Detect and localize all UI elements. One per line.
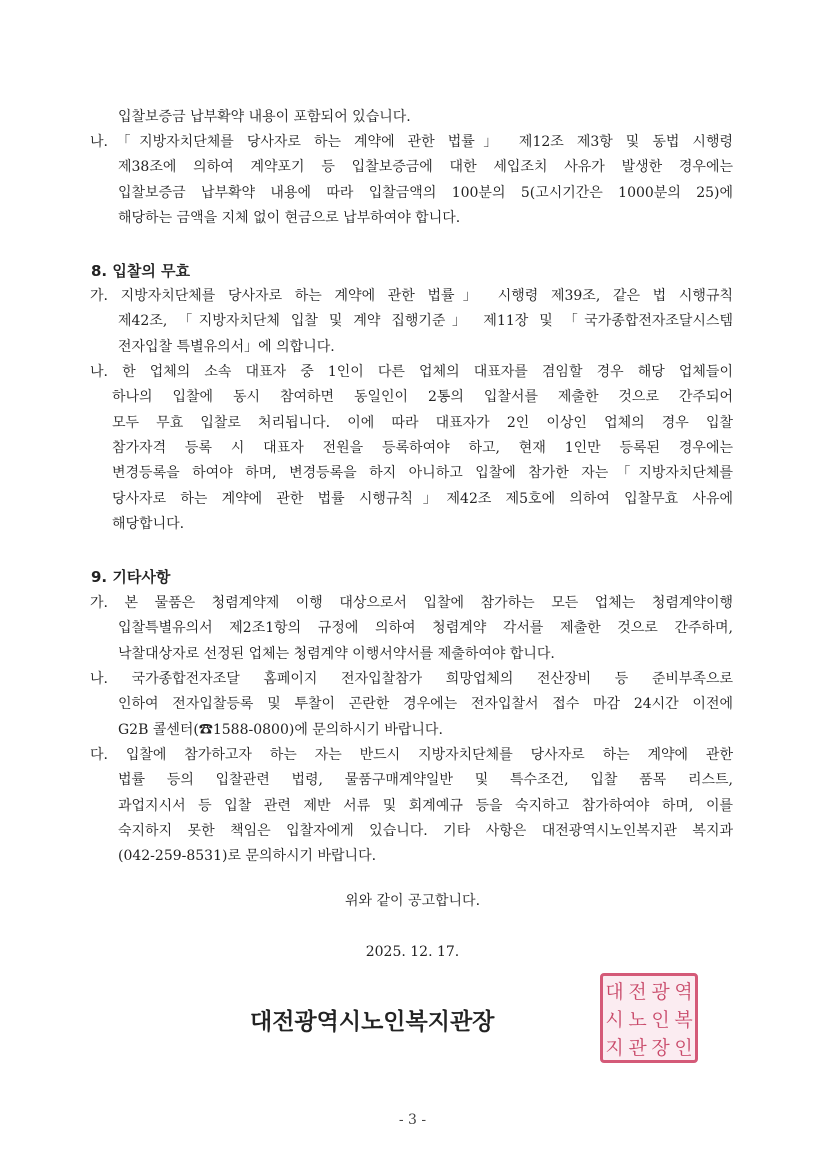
list-item-line: 인하여 전자입찰등록 및 투찰이 곤란한 경우에는 전자입찰서 접수 마감 24시간 이전에 <box>118 696 733 713</box>
organization-name: 대전광역시노인복지관장 <box>250 1009 495 1035</box>
list-item-line: 참가자격 등록 시 대표자 전원을 등록하여야 하고, 현재 1인만 등록된 경우에는 <box>112 439 733 456</box>
stamp-character: 역 <box>674 980 693 1003</box>
list-item-line: 다. 입찰에 참가하고자 하는 자는 반드시 지방자치단체를 당사자로 하는 계약에 관한 <box>90 747 733 763</box>
list-item-line: 나. 한 업체의 소속 대표자 중 1인이 다른 업체의 대표자를 겸임할 경우 해당 업체들이 <box>90 364 733 380</box>
date-text: 2025. 12. 17. <box>365 944 460 960</box>
list-item-line: 입찰특별유의서 제2조1항의 규정에 의하여 청렴계약 각서를 제출한 것으로 간주하며, <box>118 620 733 637</box>
stamp-character: 광 <box>651 980 670 1003</box>
page-number: - 3 - <box>398 1112 427 1128</box>
stamp-character: 관 <box>628 1036 647 1059</box>
list-item-line: 당사자로 하는 계약에 관한 법률 시행규칙」제42조 제5호에 의하여 입찰무효 사유에 <box>112 490 733 507</box>
section-9-heading: 9. 기타사항 <box>91 568 171 586</box>
stamp-character: 장 <box>651 1036 670 1059</box>
list-item-line: 전자입찰 특별유의서」에 의합니다. <box>118 338 335 355</box>
paragraph-line: 입찰보증금 납부확약 내용이 포함되어 있습니다. <box>118 109 411 125</box>
list-item-line: 나.「지방자치단체를 당사자로 하는 계약에 관한 법률」 제12조 제3항 및 동법 시행령 <box>90 134 733 150</box>
list-item-line: 변경등록을 하여야 하며, 변경등록을 하지 아니하고 입찰에 참가한 자는「지방자치단체를 <box>112 465 733 482</box>
section-8-heading: 8. 입찰의 무효 <box>91 262 191 280</box>
list-item-line: 입찰보증금 납부확약 내용에 따라 입찰금액의 100분의 5(고시기간은 1000분의 25)에 <box>118 184 733 201</box>
stamp-character: 복 <box>674 1008 693 1031</box>
list-item-line: (042-259-8531)로 문의하시기 바랍니다. <box>118 848 377 865</box>
stamp-character: 지 <box>605 1036 624 1059</box>
list-item-line: 제38조에 의하여 계약포기 등 입찰보증금에 대한 세입조치 사유가 발생한 경우에는 <box>118 159 734 176</box>
list-item-line: 나. 국가종합전자조달 홈페이지 전자입찰참가 희망업체의 전산장비 등 준비부족으로 <box>90 671 733 687</box>
list-item-line: 과업지시서 등 입찰 관련 제반 서류 및 회계예규 등을 숙지하고 참가하여야 하며, 이를 <box>118 797 733 814</box>
stamp-character: 시 <box>605 1008 624 1031</box>
list-item-line: 해당하는 금액을 지체 없이 현금으로 납부하여야 합니다. <box>118 209 461 226</box>
stamp-character: 전 <box>628 980 647 1003</box>
list-item-line: 법률 등의 입찰관련 법령, 물품구매계약일반 및 특수조건, 입찰 품목 리스트, <box>118 772 733 789</box>
list-item-line: 해당합니다. <box>112 515 185 532</box>
list-item-line: 숙지하지 못한 책임은 입찰자에게 있습니다. 기타 사항은 대전광역시노인복지관 복지과 <box>118 822 733 839</box>
list-item-line: 가. 본 물품은 청렴계약제 이행 대상으로서 입찰에 참가하는 모든 업체는 청렴계약이행 <box>90 595 733 611</box>
official-seal-stamp <box>600 973 698 1063</box>
list-item-line: G2B 콜센터(☎1588-0800)에 문의하시기 바랍니다. <box>118 721 443 738</box>
stamp-character: 노 <box>628 1008 647 1031</box>
closing-text: 위와 같이 공고합니다. <box>344 893 481 909</box>
stamp-character: 대 <box>605 980 624 1003</box>
list-item-line: 가. 지방자치단체를 당사자로 하는 계약에 관한 법률」 시행령 제39조, 같은 법 시행규칙 <box>90 288 733 304</box>
list-item-line: 하나의 입찰에 동시 참여하면 동일인이 2통의 입찰서를 제출한 것으로 간주되어 <box>112 389 733 406</box>
stamp-character: 인 <box>651 1008 670 1031</box>
list-item-line: 제42조, 「지방자치단체 입찰 및 계약 집행기준」 제11장 및 「국가종합전자조달시스템 <box>118 313 733 330</box>
list-item-line: 낙찰대상자로 선정된 업체는 청렴계약 이행서약서를 제출하여야 합니다. <box>118 645 555 662</box>
list-item-line: 모두 무효 입찰로 처리됩니다. 이에 따라 대표자가 2인 이상인 업체의 경우 입찰 <box>112 414 733 431</box>
stamp-character: 인 <box>674 1036 693 1059</box>
